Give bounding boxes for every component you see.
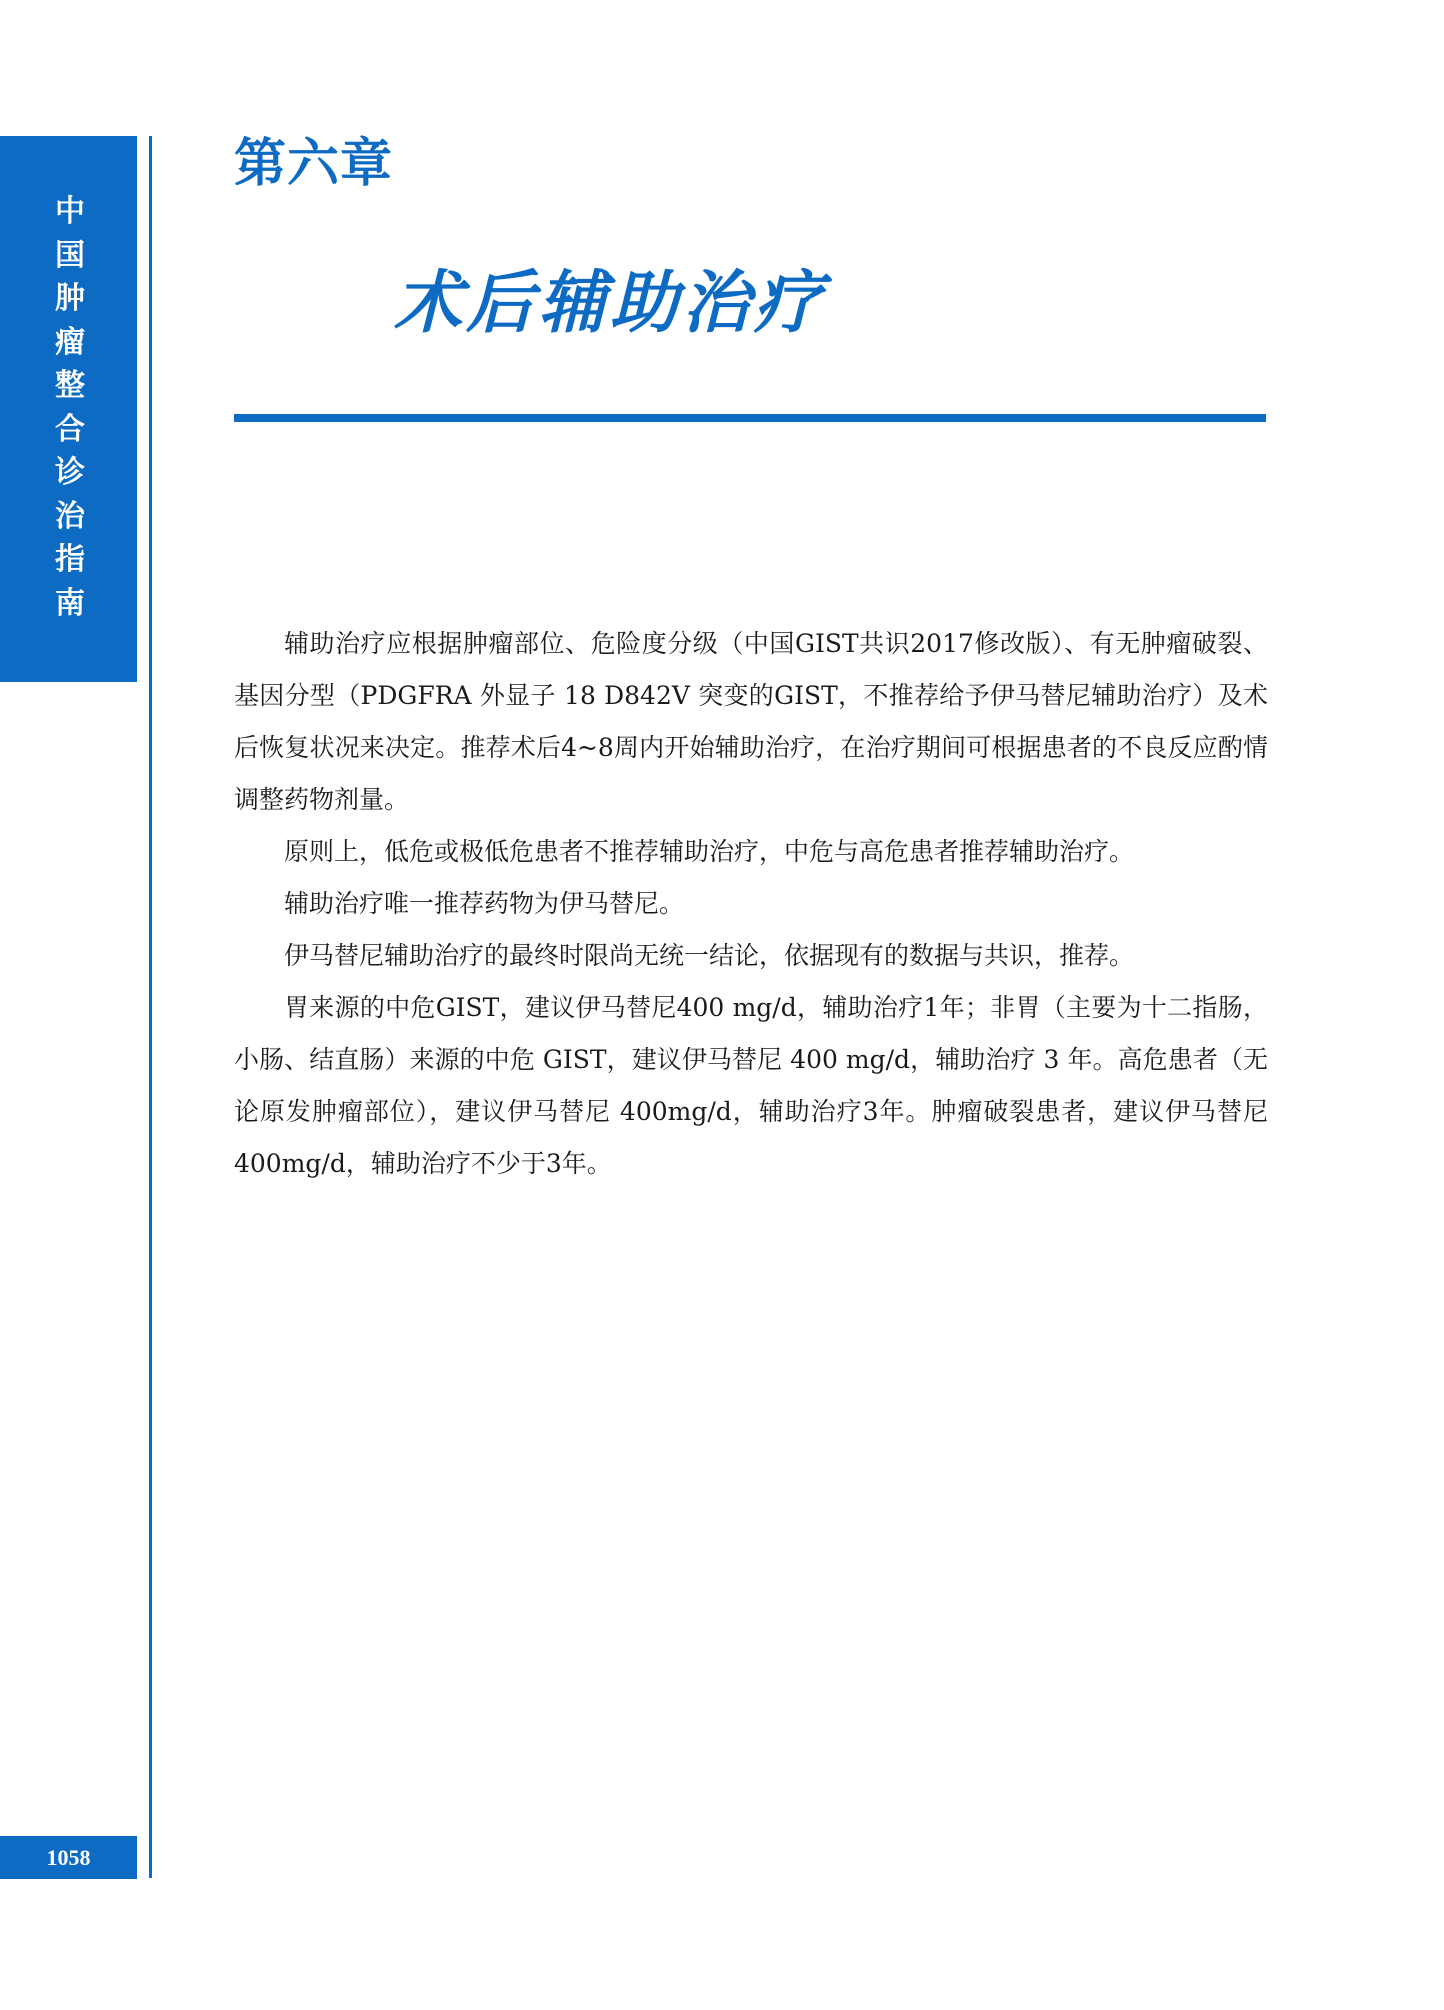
chapter-label: 第六章	[234, 133, 394, 194]
sidebar-book-title-wrap	[55, 190, 85, 630]
paragraph: 胃来源的中危GIST，建议伊马替尼400 mg/d，辅助治疗1年；非胃（主要为十二指肠，小肠、结直肠）来源的中危 GIST，建议伊马替尼 400 mg/d，辅助治疗 3 年。高危患者（无论原发肿瘤部位），建议伊马替尼 400mg/d，辅助治疗3年。肿瘤破裂患者，建议伊马替尼 400mg/d，辅助治疗不少于3年。	[234, 993, 1268, 1178]
paragraph: 原则上，低危或极低危患者不推荐辅助治疗，中危与高危患者推荐辅助治疗。	[284, 837, 1135, 866]
paragraph: 辅助治疗应根据肿瘤部位、危险度分级（中国GIST共识2017修改版）、有无肿瘤破裂、基因分型（PDGFRA 外显子 18 D842V 突变的GIST，不推荐给予伊马替尼辅助治疗）及术后恢复状况来决定。推荐术后4~8周内开始辅助治疗，在治疗期间可根据患者的不良反应酌情调整药物剂量。	[234, 629, 1268, 814]
paragraph: 辅助治疗唯一推荐药物为伊马替尼。	[284, 889, 685, 918]
page-number: 1058	[0, 1836, 137, 1879]
sidebar-book-tab	[0, 136, 137, 682]
sidebar-book-title: 中国肿瘤整合诊治指南	[55, 194, 85, 621]
title-divider	[234, 414, 1266, 422]
body-text	[234, 618, 1268, 1190]
paragraph: 伊马替尼辅助治疗的最终时限尚无统一结论，依据现有的数据与共识，推荐。	[284, 941, 1135, 970]
margin-rule	[149, 136, 152, 1878]
chapter-title: 术后辅助治疗	[394, 264, 827, 343]
